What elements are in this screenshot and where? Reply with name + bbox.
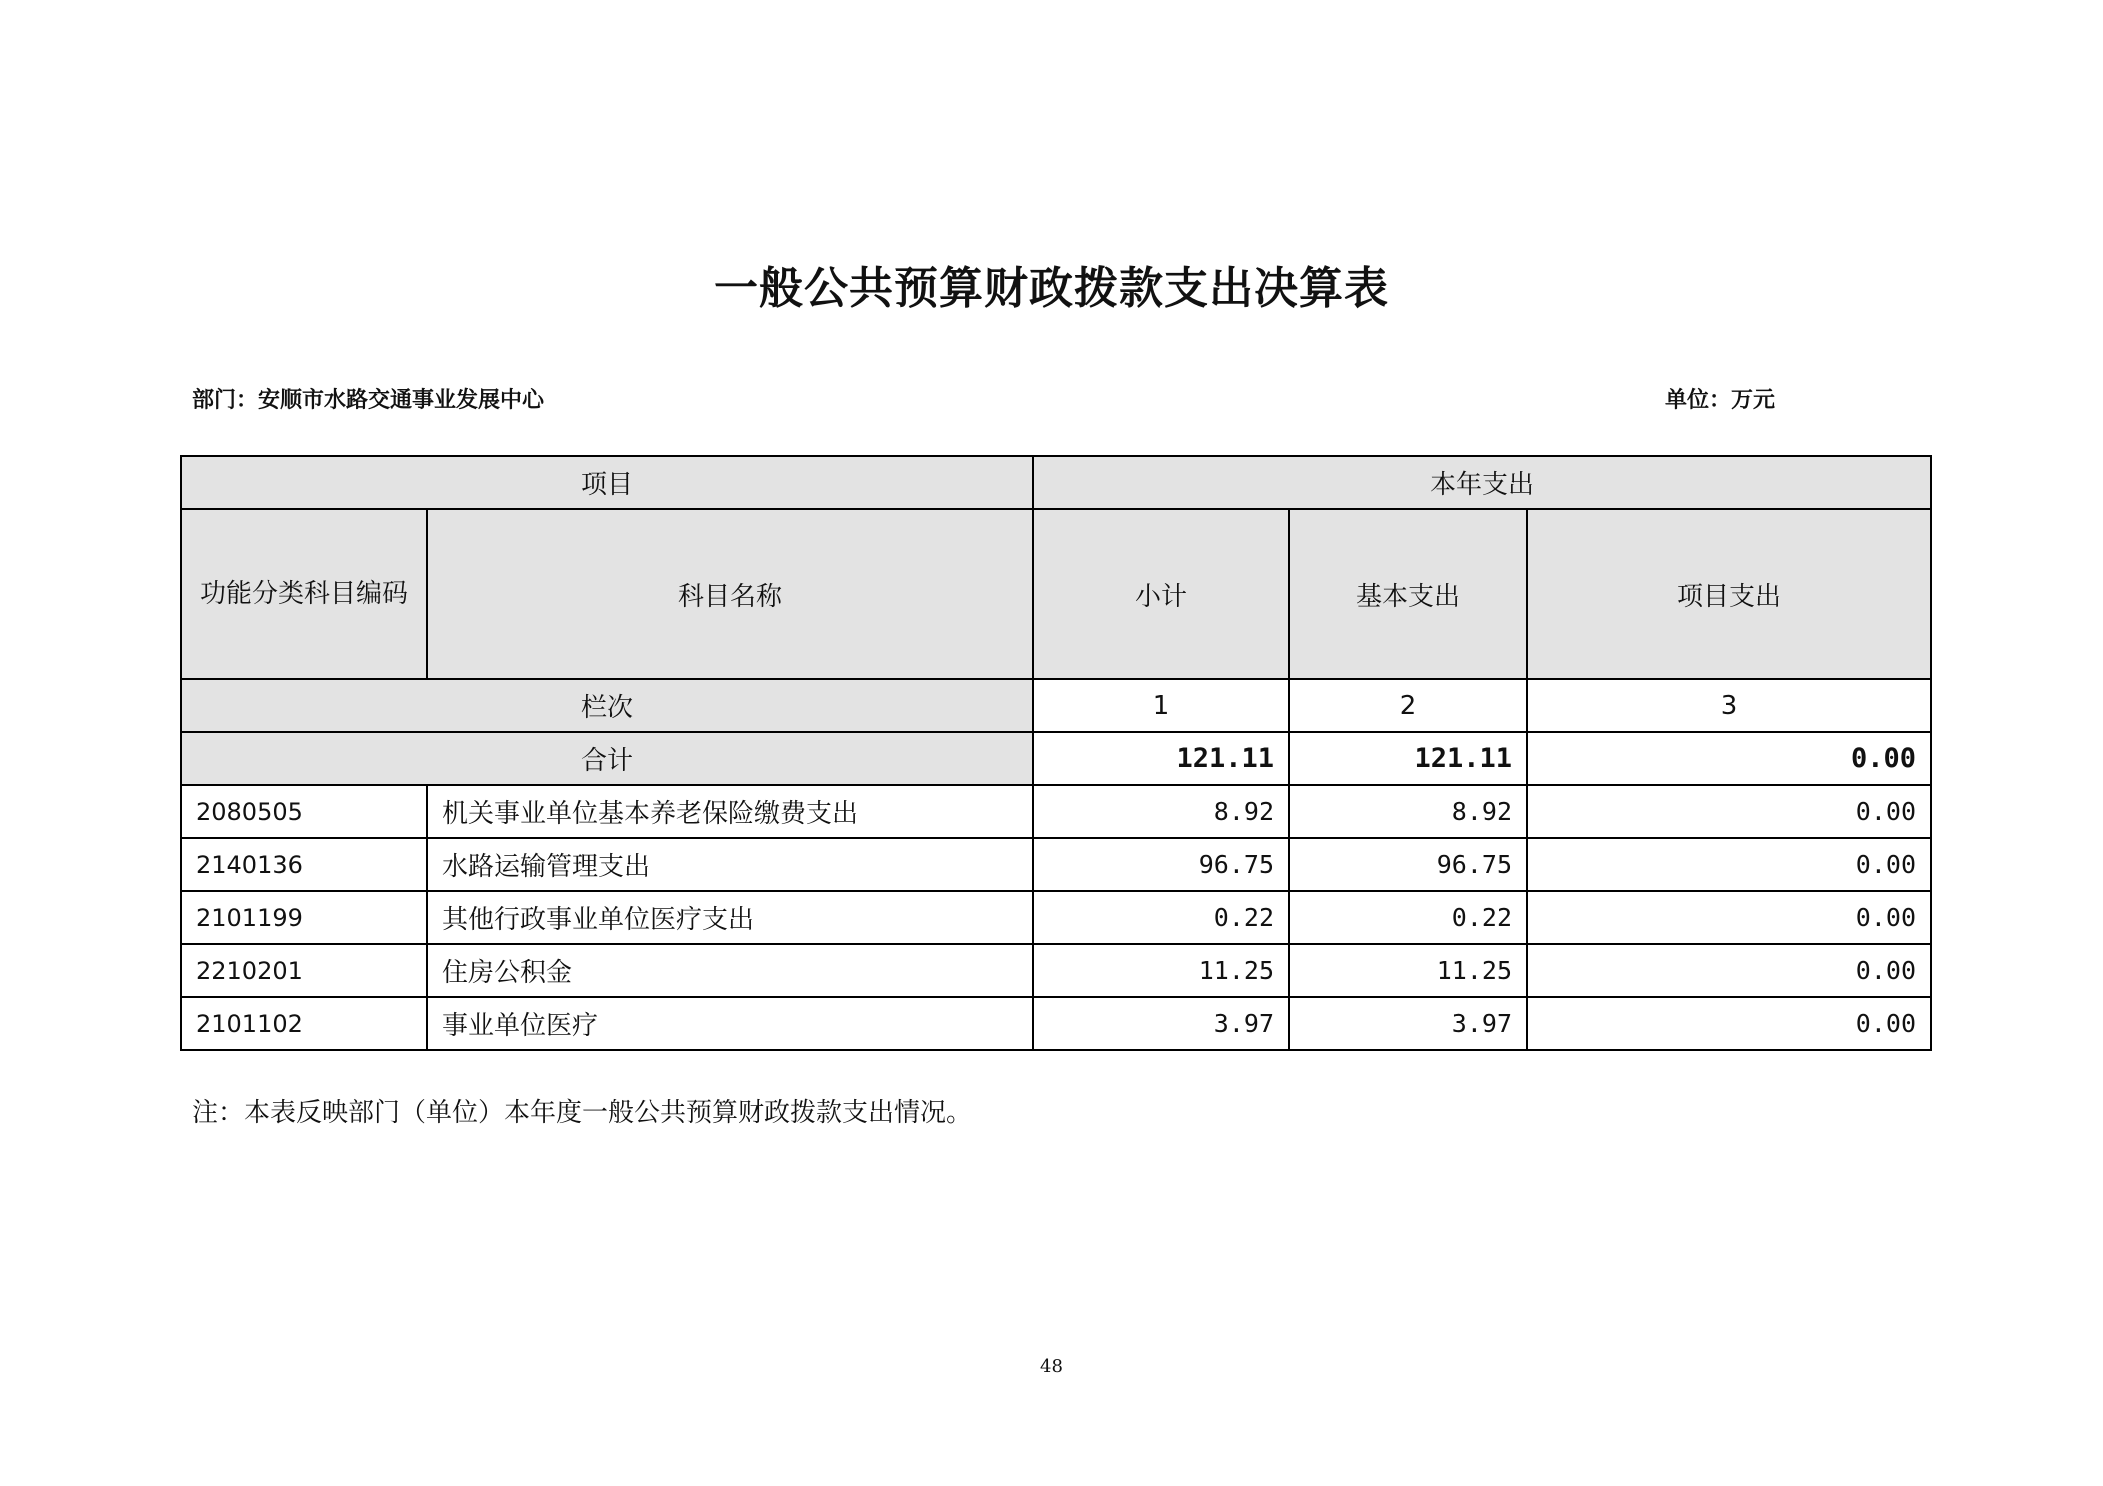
header-basic: 基本支出 [1289, 509, 1527, 679]
row-project: 0.00 [1527, 891, 1931, 944]
row-name: 其他行政事业单位医疗支出 [427, 891, 1033, 944]
row-basic: 0.22 [1289, 891, 1527, 944]
total-project: 0.00 [1527, 732, 1931, 785]
table-row [181, 997, 1931, 1050]
total-row [181, 732, 1931, 785]
row-project: 0.00 [1527, 838, 1931, 891]
unit-label: 单位：万元 [1665, 388, 1776, 413]
row-basic: 11.25 [1289, 944, 1527, 997]
row-name: 水路运输管理支出 [427, 838, 1033, 891]
row-name: 机关事业单位基本养老保险缴费支出 [427, 785, 1033, 838]
page-number: 48 [1040, 1356, 1063, 1377]
header-current-year-expense: 本年支出 [1033, 456, 1931, 509]
row-subtotal: 0.22 [1033, 891, 1289, 944]
column-index-2: 2 [1289, 679, 1527, 732]
table-row [181, 838, 1931, 891]
row-basic: 96.75 [1289, 838, 1527, 891]
row-project: 0.00 [1527, 944, 1931, 997]
row-code: 2140136 [181, 838, 427, 891]
table-row [181, 944, 1931, 997]
row-code: 2101102 [181, 997, 427, 1050]
row-code: 2101199 [181, 891, 427, 944]
department-label: 部门：安顺市水路交通事业发展中心 [192, 388, 545, 413]
row-code: 2080505 [181, 785, 427, 838]
header-code: 功能分类科目编码 [181, 509, 427, 679]
row-code: 2210201 [181, 944, 427, 997]
column-index-row [181, 679, 1931, 732]
table-row [181, 785, 1931, 838]
header-project: 项目 [181, 456, 1033, 509]
row-subtotal: 96.75 [1033, 838, 1289, 891]
row-basic: 3.97 [1289, 997, 1527, 1050]
header-name: 科目名称 [427, 509, 1033, 679]
row-subtotal: 11.25 [1033, 944, 1289, 997]
budget-table [180, 455, 1932, 1051]
row-name: 住房公积金 [427, 944, 1033, 997]
row-subtotal: 3.97 [1033, 997, 1289, 1050]
column-index-1: 1 [1033, 679, 1289, 732]
table-note: 注：本表反映部门（单位）本年度一般公共预算财政拨款支出情况。 [192, 1098, 973, 1128]
row-project: 0.00 [1527, 997, 1931, 1050]
total-label: 合计 [181, 732, 1033, 785]
column-index-label: 栏次 [181, 679, 1033, 732]
header-subtotal: 小计 [1033, 509, 1289, 679]
column-index-3: 3 [1527, 679, 1931, 732]
total-basic: 121.11 [1289, 732, 1527, 785]
row-name: 事业单位医疗 [427, 997, 1033, 1050]
row-subtotal: 8.92 [1033, 785, 1289, 838]
header-group-row [181, 456, 1931, 509]
header-sub-row [181, 509, 1931, 679]
row-project: 0.00 [1527, 785, 1931, 838]
page-title: 一般公共预算财政拨款支出决算表 [714, 263, 1389, 314]
header-project-expense: 项目支出 [1527, 509, 1931, 679]
total-subtotal: 121.11 [1033, 732, 1289, 785]
table-row [181, 891, 1931, 944]
row-basic: 8.92 [1289, 785, 1527, 838]
